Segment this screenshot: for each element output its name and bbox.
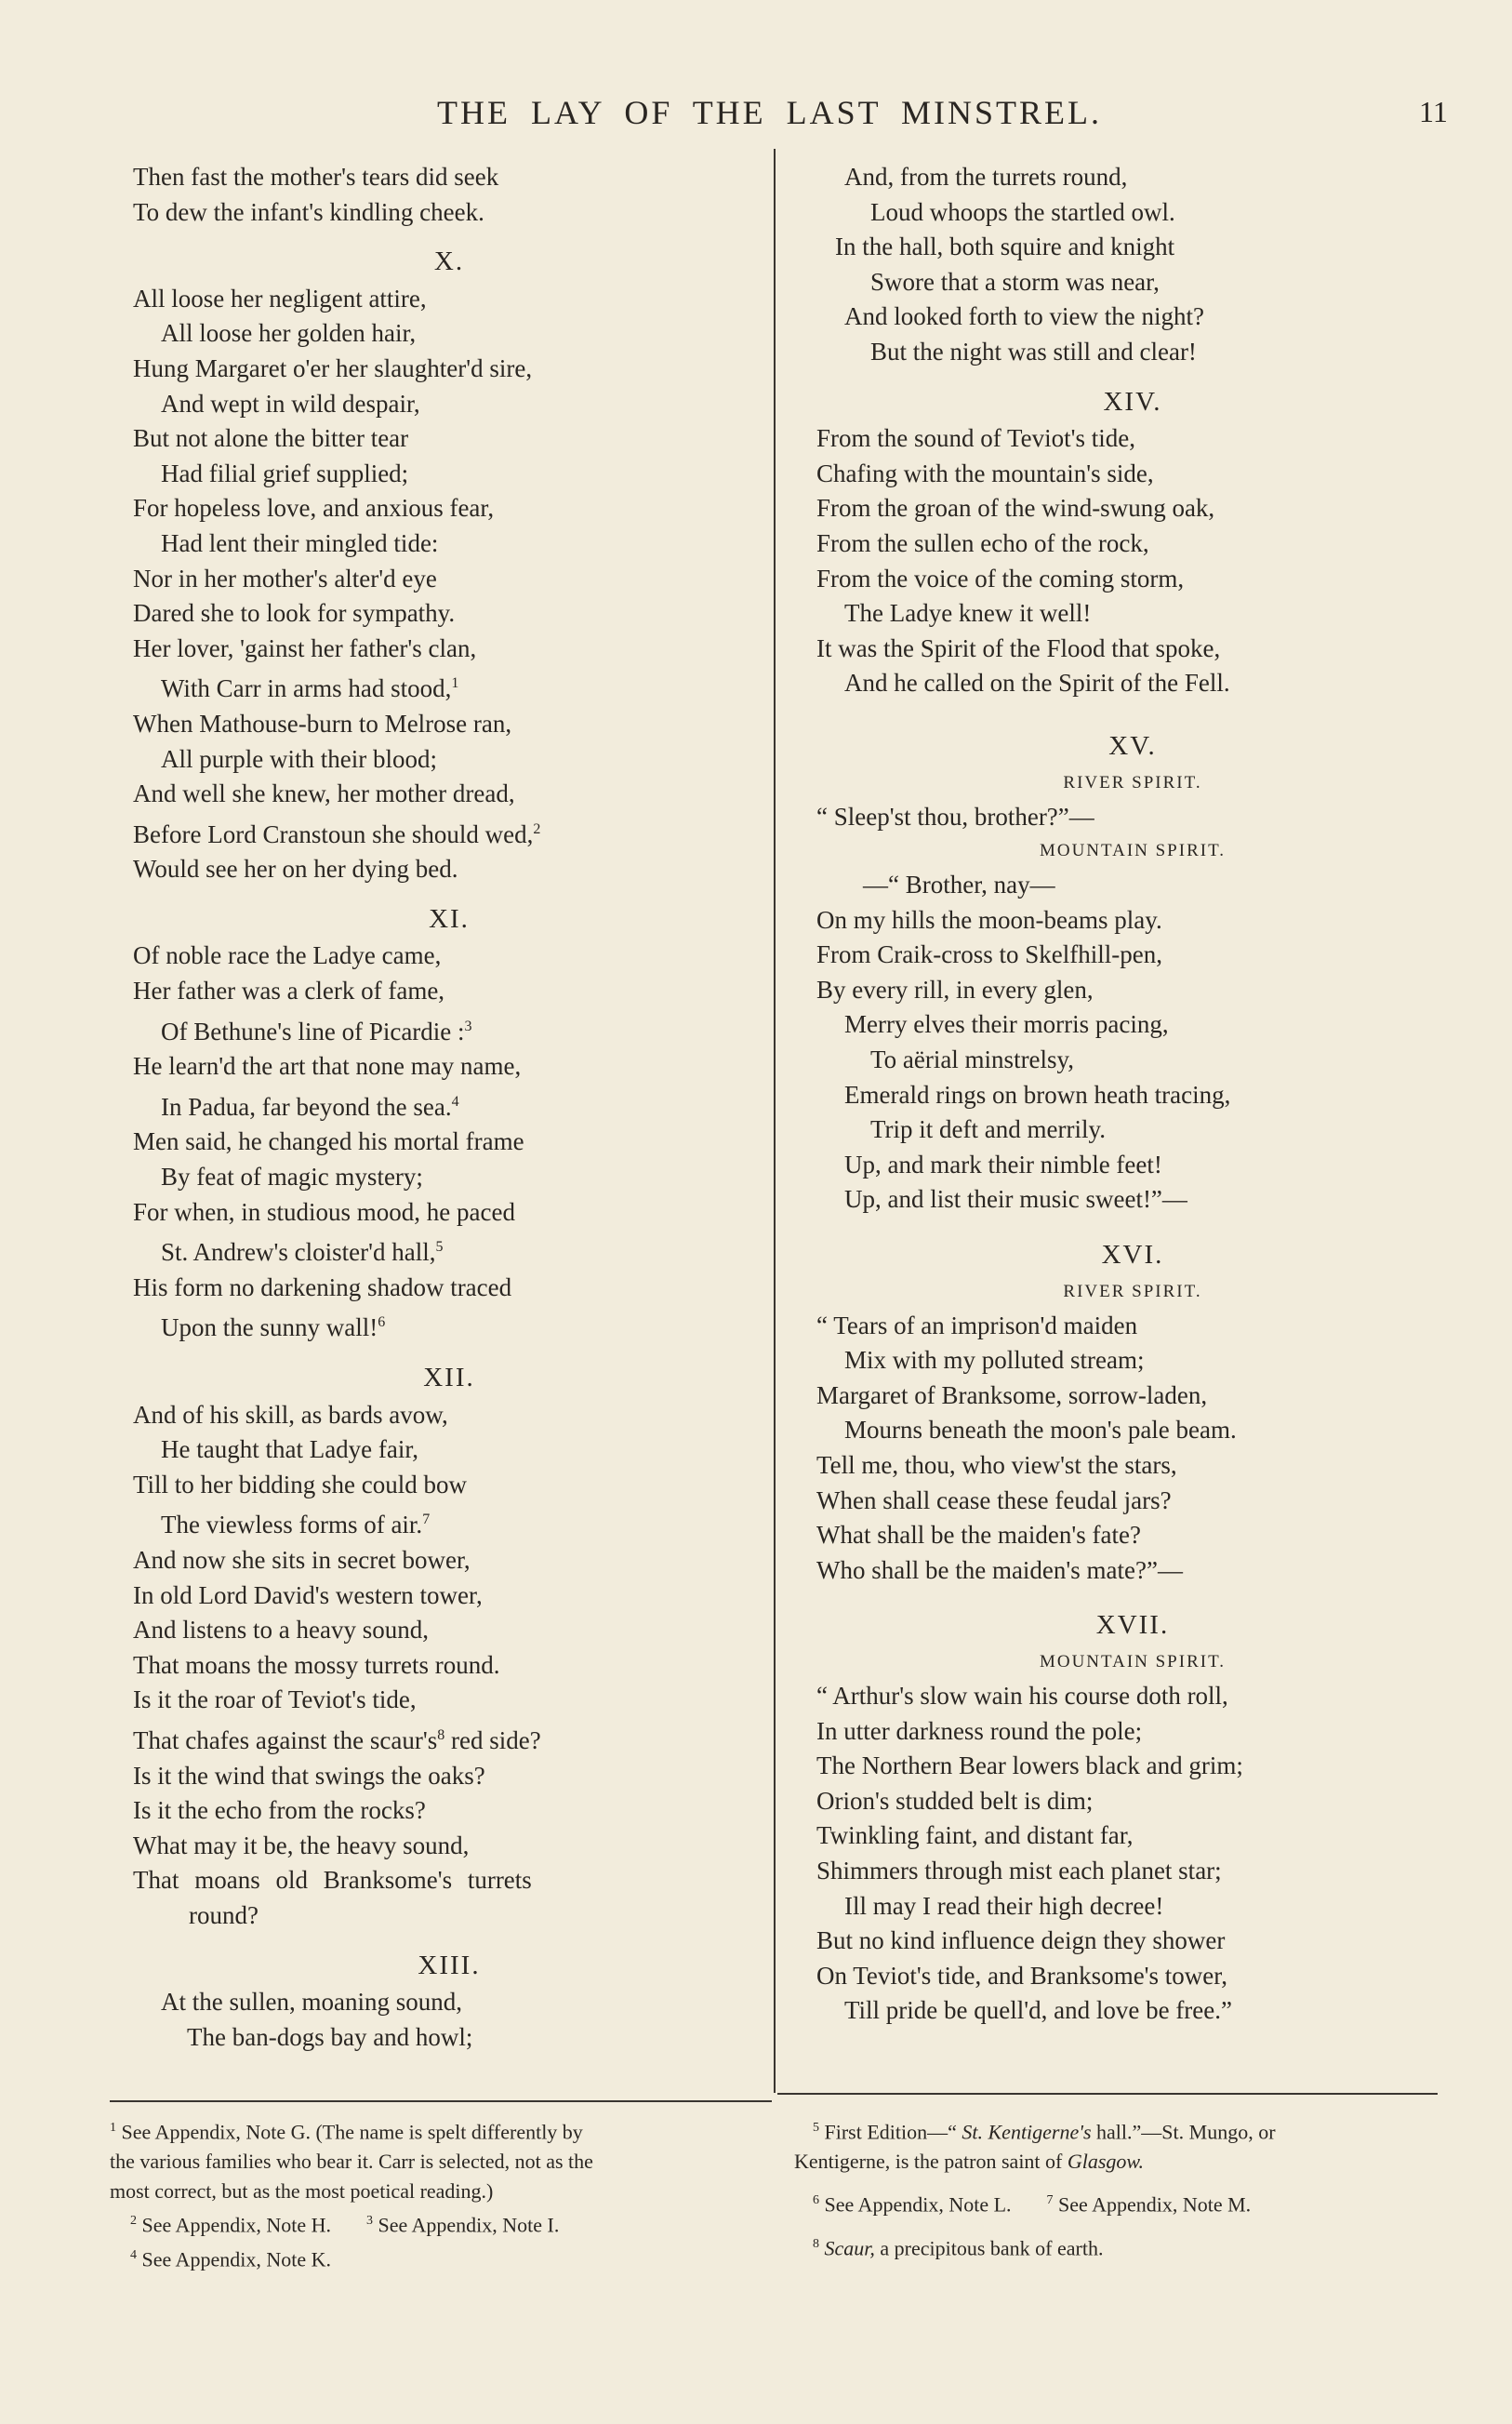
footnote-mark: 3 [464,1018,472,1034]
footnote-mark: 4 [451,1093,459,1110]
verse-line: All loose her golden hair, [161,319,417,348]
footnote-rule [777,2093,1438,2095]
verse-line: From the sound of Teviot's tide, [816,424,1135,453]
verse-text: red side? [450,1725,541,1754]
footnote-italic: Scaur, [824,2235,875,2259]
verse-line: Mourns beneath the moon's pale beam. [844,1416,1237,1445]
verse-line: But the night was still and clear! [870,337,1197,366]
verse-line: —“ Brother, nay— [863,871,1055,899]
footnote-text: See Appendix, Note I. [378,2213,560,2237]
verse-line: Loud whoops the startled owl. [870,197,1175,226]
verse-line: From Craik-cross to Skelfhill-pen, [816,940,1162,969]
footnote-mark: 8 [813,2236,819,2251]
footnote-mark: 4 [130,2247,137,2262]
footnote-mark: 8 [437,1726,445,1743]
verse-line: When shall cease these feudal jars? [816,1485,1172,1514]
verse-line: Mix with my polluted stream; [844,1346,1145,1375]
footnote-entry [1047,2186,1252,2219]
page-number: 11 [1419,95,1448,128]
verse-text: In Padua, far beyond the sea. [161,1092,452,1121]
footnote-text: hall.”—St. Mungo, or [1096,2120,1276,2144]
verse-text: That chafes against the scaur's [133,1725,438,1754]
verse-line: For when, in studious mood, he paced [133,1197,515,1226]
footnote-entry [366,2206,559,2240]
verse-line [133,1009,765,1050]
verse-line: Merry elves their morris pacing, [844,1010,1169,1039]
verse-line: Men said, he changed his mortal frame [133,1127,524,1156]
footnote-rule [110,2100,772,2102]
footnotes-left [110,2113,770,2274]
verse-line: Is it the echo from the rocks? [133,1796,426,1825]
footnote-italic: Glasgow. [1067,2150,1144,2174]
verse-line: “ Sleep'st thou, brother?”— [816,802,1094,831]
footnote-mark: 2 [533,820,541,837]
verse-line: He taught that Ladye fair, [161,1435,419,1464]
verse-line: Nor in her mother's alter'd eye [133,564,437,593]
verse-line: Emerald rings on brown heath tracing, [844,1080,1231,1109]
page-header [0,93,1512,149]
speaker-label: MOUNTAIN SPIRIT. [1039,841,1227,861]
verse-line: Twinkling faint, and distant far, [816,1821,1134,1850]
footnote-text: a precipitous bank of earth. [880,2235,1104,2259]
verse-line: And wept in wild despair, [161,389,420,418]
verse-line: Of noble race the Ladye came, [133,941,442,970]
column-divider [774,149,776,2093]
verse-line [133,1305,765,1346]
footnotes-right [794,2113,1445,2263]
verse-line: All loose her negligent attire, [133,284,427,313]
verse-line: From the sullen echo of the rock, [816,528,1149,557]
left-column [133,160,765,2055]
verse-line: round? [189,1900,259,1929]
footnote-mark: 5 [813,2121,819,2135]
verse-line: Trip it deft and merrily. [870,1115,1106,1144]
footnote-mark: 1 [110,2121,116,2135]
stanza-heading: XVII. [1095,1610,1170,1641]
running-title: THE LAY OF THE LAST MINSTREL. [437,94,1103,131]
verse-line: Ill may I read their high decree! [844,1891,1164,1920]
verse-line [133,1230,765,1271]
footnote-mark: 5 [435,1239,444,1256]
verse-text: Upon the sunny wall! [161,1313,378,1342]
speaker-label: MOUNTAIN SPIRIT. [1039,1651,1227,1671]
speaker-label: RIVER SPIRIT. [1063,772,1202,792]
verse-line: Then fast the mother's tears did seek [133,163,499,191]
stanza-heading: XII. [423,1363,475,1392]
verse-line: “ Arthur's slow wain his course doth roll, [816,1681,1228,1710]
footnote-text: See Appendix, Note G. (The name is spelt differently by [121,2120,583,2144]
verse-text: Before Lord Cranstoun she should wed, [133,819,534,848]
verse-line: For hopeless love, and anxious fear, [133,494,495,523]
verse-line: Had filial grief supplied; [161,459,409,487]
verse-line: But not alone the bitter tear [133,424,409,453]
footnote-text: First Edition—“ [824,2120,957,2144]
footnote [794,2230,1445,2263]
verse-line: Up, and mark their nimble feet! [844,1150,1162,1179]
stanza-heading: XIV. [1103,386,1162,417]
footnote [110,2113,770,2147]
verse-line: And of his skill, as bards avow, [133,1400,448,1429]
verse-line: And he called on the Spirit of the Fell. [844,669,1230,698]
verse-line: Up, and list their music sweet!”— [844,1185,1187,1214]
footnote: most correct, but as the most poetical reading.) [110,2179,494,2204]
verse-line: The Ladye knew it well! [844,599,1092,628]
verse-line: When Mathouse-burn to Melrose ran, [133,709,512,738]
footnote-text: See Appendix, Note M. [1058,2192,1252,2217]
verse-line: But no kind influence deign they shower [816,1926,1226,1955]
verse-line: That moans the mossy turrets round. [133,1650,500,1679]
verse-line: To dew the infant's kindling cheek. [133,197,484,226]
footnote [794,2186,1445,2219]
footnote: the various families who bear it. Carr is selected, not as the [110,2150,593,2174]
verse-line: Till pride be quell'd, and love be free.” [844,1996,1232,2025]
stanza-heading: XIII. [418,1950,481,1980]
verse-line [133,1718,765,1759]
footnote-entry [813,2186,1012,2219]
footnote-entry [130,2206,331,2240]
verse-line: Had lent their mingled tide: [161,528,439,557]
footnote-mark: 2 [130,2214,137,2229]
verse-line: The ban-dogs bay and howl; [187,2022,473,2051]
verse-line: And listens to a heavy sound, [133,1616,429,1645]
verse-line: And looked forth to view the night? [844,302,1204,331]
verse-line: Her lover, 'gainst her father's clan, [133,633,477,662]
verse-line: All purple with their blood; [161,744,437,773]
footnote-text: See Appendix, Note L. [824,2192,1012,2217]
verse-line: On Teviot's tide, and Branksome's tower, [816,1961,1227,1990]
footnote-text: See Appendix, Note H. [141,2213,331,2237]
verse-line: And well she knew, her mother dread, [133,779,515,808]
verse-line: Tell me, thou, who view'st the stars, [816,1451,1177,1479]
footnote-mark: 7 [422,1512,431,1528]
verse-line: In old Lord David's western tower, [133,1580,483,1609]
verse-line: Dared she to look for sympathy. [133,599,456,628]
verse-line: Would see her on her dying bed. [133,855,458,884]
verse-line: His form no darkening shadow traced [133,1272,512,1301]
verse-line: From the groan of the wind-swung oak, [816,494,1215,523]
verse-line: In the hall, both squire and knight [835,233,1175,261]
verse-line [133,666,765,707]
footnote [110,2206,770,2240]
footnote [110,2241,770,2274]
stanza-heading: XVI. [1101,1240,1164,1271]
verse-line [133,1502,765,1543]
verse-line: To aërial minstrelsy, [870,1046,1075,1074]
footnote-italic: St. Kentigerne's [962,2120,1092,2144]
verse-line: Till to her bidding she could bow [133,1470,468,1498]
verse-line: From the voice of the coming storm, [816,564,1185,593]
speaker-label: RIVER SPIRIT. [1063,1281,1202,1301]
verse-line: By every rill, in every glen, [816,975,1094,1004]
verse-line: The Northern Bear lowers black and grim; [816,1751,1243,1780]
verse-text: Of Bethune's line of Picardie : [161,1017,465,1046]
footnote [794,2147,1445,2177]
verse-line: Is it the roar of Teviot's tide, [133,1685,417,1714]
verse-line: Who shall be the maiden's mate?”— [816,1555,1183,1584]
stanza-heading: XI. [429,903,470,934]
footnote-mark: 6 [813,2193,819,2208]
verse-line: Her father was a clerk of fame, [133,977,445,1006]
verse-line: Margaret of Branksome, sorrow-laden, [816,1380,1208,1409]
verse-line: Orion's studded belt is dim; [816,1786,1094,1815]
verse-line: “ Tears of an imprison'd maiden [816,1311,1138,1339]
verse-line: And, from the turrets round, [844,163,1128,191]
verse-line: Hung Margaret o'er her slaughter'd sire, [133,353,533,382]
verse-text: With Carr in arms had stood, [161,674,452,703]
verse-line: Swore that a storm was near, [870,267,1160,296]
footnote-mark: 6 [378,1314,386,1331]
verse-line: Chafing with the mountain's side, [816,459,1154,487]
verse-line: On my hills the moon-beams play. [816,905,1162,934]
verse-line: It was the Spirit of the Flood that spoke, [816,633,1221,662]
verse-line: That moans old Branksome's turrets [133,1866,532,1895]
verse-line [133,1085,765,1125]
footnote-mark: 7 [1046,2193,1054,2208]
footnote [794,2113,1445,2147]
verse-text: St. Andrew's cloister'd hall, [161,1238,436,1267]
verse-line: By feat of magic mystery; [161,1163,423,1192]
stanza-heading: X. [433,246,465,277]
verse-line: He learn'd the art that none may name, [133,1052,522,1081]
footnote-mark: 3 [365,2214,373,2229]
verse-line [133,812,765,853]
stanza-heading: XV. [1108,730,1157,761]
footnote-text: Kentigerne, is the patron saint of [794,2150,1063,2174]
verse-text: The viewless forms of air. [161,1511,423,1539]
verse-line: And now she sits in secret bower, [133,1545,471,1574]
verse-line: At the sullen, moaning sound, [161,1988,462,2017]
footnote-mark: 1 [451,675,459,692]
verse-line: What shall be the maiden's fate? [816,1521,1141,1550]
verse-line: What may it be, the heavy sound, [133,1831,470,1859]
verse-line: In utter darkness round the pole; [816,1716,1143,1745]
footnote-text: See Appendix, Note K. [141,2246,331,2271]
verse-line: Is it the wind that swings the oaks? [133,1761,485,1790]
right-column [816,160,1449,2029]
verse-line: Shimmers through mist each planet star; [816,1856,1222,1885]
